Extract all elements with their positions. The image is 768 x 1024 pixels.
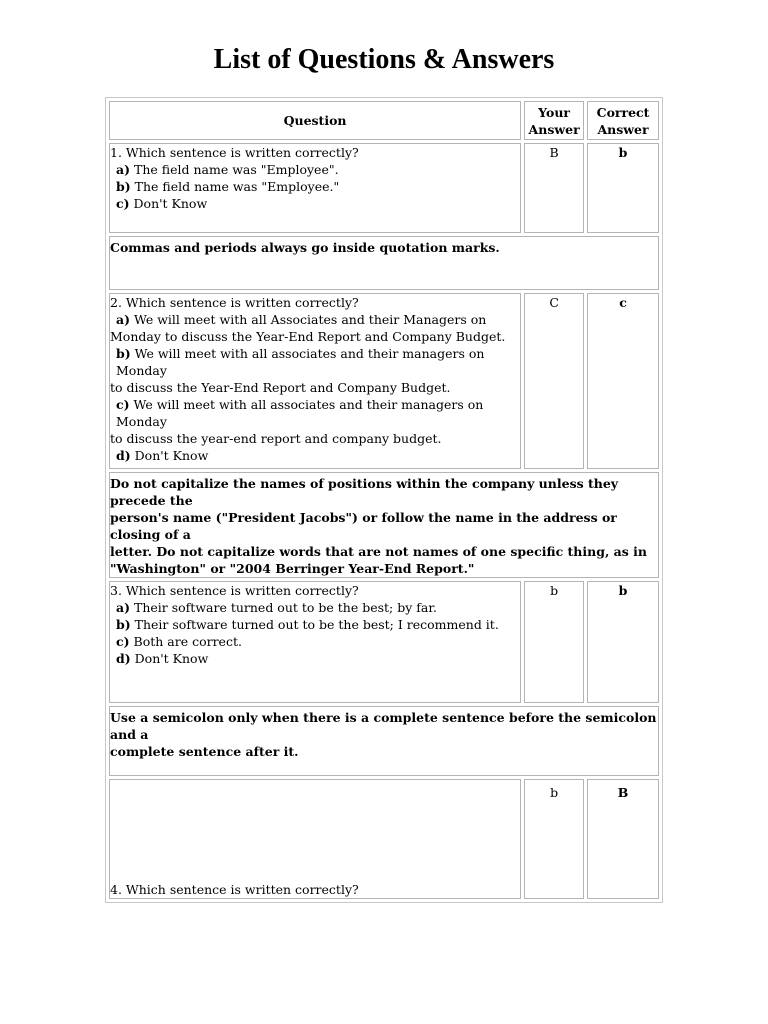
question-row-3 — [109, 581, 659, 703]
your-answer-header-line2: Answer — [528, 121, 580, 137]
option-d — [110, 650, 520, 667]
explanation-text: Commas and periods always go inside quotation marks. — [110, 240, 500, 255]
page-title: List of Questions & Answers — [213, 44, 555, 75]
question-text: 4. Which sentence is written correctly? — [110, 882, 359, 897]
option-text: Their software turned out to be the best; by far. — [134, 600, 437, 615]
option-b-cont: to discuss the Year-End Report and Company Budget. — [110, 380, 451, 395]
qa-table — [105, 97, 663, 903]
question-cell-4 — [109, 779, 521, 899]
your-answer-3: b — [524, 581, 584, 703]
question-row-2 — [109, 293, 659, 469]
your-answer-4: b — [524, 779, 584, 899]
question-cell-1 — [109, 143, 521, 233]
option-letter: d) — [116, 651, 131, 666]
question-row-4 — [109, 779, 659, 899]
correct-answer-4: B — [587, 779, 659, 899]
header-row — [109, 101, 659, 140]
option-c — [110, 396, 520, 430]
option-letter: b) — [116, 346, 131, 361]
explanation-row-2 — [109, 472, 659, 578]
correct-answer-1: b — [587, 143, 659, 233]
explanation-text: Use a semicolon only when there is a complete sentence before the semicolon and a — [110, 710, 657, 742]
question-text: 2. Which sentence is written correctly? — [110, 295, 359, 310]
option-text: Don't Know — [134, 651, 209, 666]
option-a — [110, 311, 520, 328]
option-letter: b) — [116, 617, 131, 632]
explanation-3 — [109, 706, 659, 776]
correct-answer-header-line1: Correct — [596, 104, 650, 120]
option-text: Don't Know — [134, 448, 209, 463]
option-text: We will meet with all associates and their managers on Monday — [116, 346, 485, 378]
correct-answer-3: b — [587, 581, 659, 703]
question-text: 3. Which sentence is written correctly? — [110, 583, 359, 598]
option-c — [110, 633, 520, 650]
option-d — [110, 447, 520, 464]
explanation-row-3 — [109, 706, 659, 776]
option-letter: a) — [116, 312, 131, 327]
option-text: Both are correct. — [133, 634, 242, 649]
option-text: We will meet with all associates and their managers on Monday — [116, 397, 484, 429]
option-letter: d) — [116, 448, 131, 463]
option-a — [110, 599, 520, 616]
option-letter: a) — [116, 162, 131, 177]
option-a-cont: Monday to discuss the Year-End Report and Company Budget. — [110, 329, 506, 344]
your-answer-header — [524, 101, 584, 140]
correct-answer-header-line2: Answer — [597, 121, 649, 137]
option-b — [110, 345, 520, 379]
option-b — [110, 178, 520, 195]
explanation-1 — [109, 236, 659, 290]
option-text: The field name was "Employee." — [134, 179, 340, 194]
question-text: 1. Which sentence is written correctly? — [110, 145, 359, 160]
explanation-row-1 — [109, 236, 659, 290]
option-letter: a) — [116, 600, 131, 615]
explanation-text: Do not capitalize the names of positions within the company unless they precede the — [110, 476, 619, 508]
explanation-text: "Washington" or "2004 Berringer Year-End Report." — [110, 561, 475, 576]
question-header: Question — [109, 101, 521, 140]
option-text: Their software turned out to be the best; I recommend it. — [134, 617, 499, 632]
option-b — [110, 616, 520, 633]
option-text: Don't Know — [133, 196, 208, 211]
option-letter: c) — [116, 196, 130, 211]
explanation-text: letter. Do not capitalize words that are not names of one specific thing, as in — [110, 544, 647, 559]
explanation-text: person's name ("President Jacobs") or follow the name in the address or closing of a — [110, 510, 617, 542]
your-answer-header-line1: Your — [538, 104, 571, 120]
option-text: The field name was "Employee". — [134, 162, 339, 177]
option-a — [110, 161, 520, 178]
question-cell-3 — [109, 581, 521, 703]
explanation-2 — [109, 472, 659, 578]
option-letter: c) — [116, 397, 130, 412]
option-c-cont: to discuss the year-end report and company budget. — [110, 431, 442, 446]
explanation-text: complete sentence after it. — [110, 744, 299, 759]
correct-answer-2: c — [587, 293, 659, 469]
question-cell-2 — [109, 293, 521, 469]
your-answer-2: C — [524, 293, 584, 469]
option-letter: b) — [116, 179, 131, 194]
option-text: We will meet with all Associates and their Managers on — [134, 312, 487, 327]
question-row-1 — [109, 143, 659, 233]
option-c — [110, 195, 520, 212]
correct-answer-header — [587, 101, 659, 140]
option-letter: c) — [116, 634, 130, 649]
your-answer-1: B — [524, 143, 584, 233]
